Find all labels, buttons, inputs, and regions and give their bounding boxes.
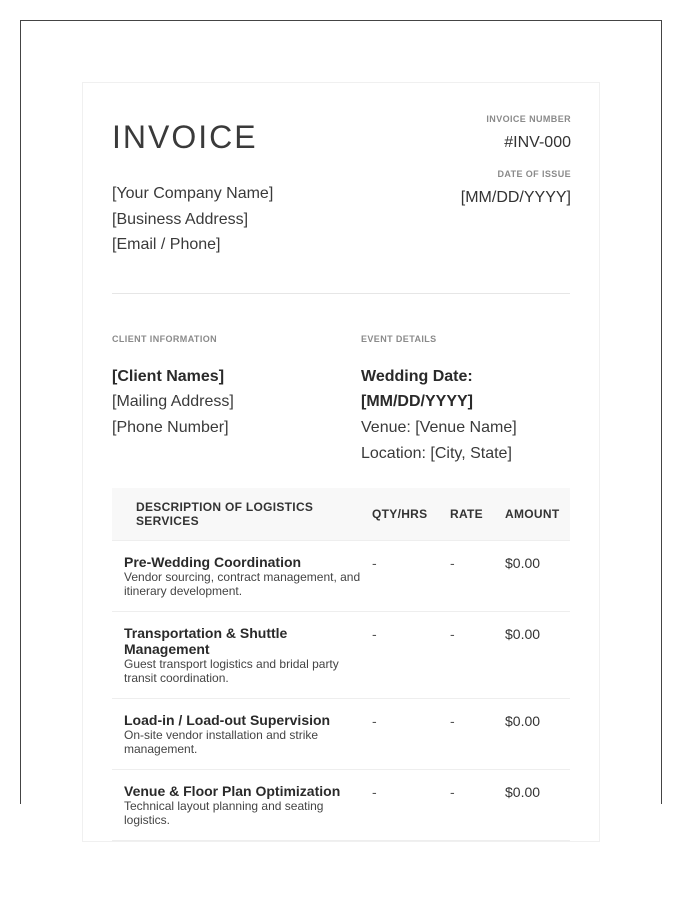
section-divider	[112, 293, 570, 294]
client-address: [Mailing Address]	[112, 393, 234, 411]
header-rate: RATE	[450, 488, 505, 541]
item-description: Guest transport logistics and bridal party transit coordination.	[124, 657, 339, 685]
table-row	[112, 612, 570, 699]
item-qty: -	[372, 612, 450, 699]
item-name: Pre-Wedding Coordination	[124, 554, 302, 570]
item-description-cell	[112, 612, 372, 699]
table-row	[112, 770, 570, 841]
item-qty: -	[372, 770, 450, 841]
item-amount: $0.00	[505, 699, 570, 770]
invoice-meta	[461, 114, 571, 207]
item-description-cell	[112, 770, 372, 841]
wedding-date-value: [MM/DD/YYYY]	[361, 393, 473, 411]
item-amount: $0.00	[505, 612, 570, 699]
item-description-cell	[112, 541, 372, 612]
table-row	[112, 699, 570, 770]
page-frame	[20, 20, 662, 827]
client-info	[112, 327, 234, 441]
event-location: Location: [City, State]	[361, 444, 512, 462]
item-name: Venue & Floor Plan Optimization	[124, 783, 341, 799]
item-description: On-site vendor installation and strike management.	[124, 728, 319, 756]
item-rate: -	[450, 612, 505, 699]
item-description: Vendor sourcing, contract management, and itinerary development.	[124, 570, 361, 598]
header-amount: AMOUNT	[505, 488, 570, 541]
item-description-cell	[112, 699, 372, 770]
wedding-date-label: Wedding Date:	[361, 367, 473, 385]
item-rate: -	[450, 699, 505, 770]
event-details	[361, 327, 517, 467]
header-qty: QTY/HRS	[372, 488, 450, 541]
item-rate: -	[450, 770, 505, 841]
issue-date-value: [MM/DD/YYYY]	[460, 189, 571, 206]
company-address: [Business Address]	[112, 210, 249, 228]
item-qty: -	[372, 699, 450, 770]
invoice-number-value: #INV-000	[504, 134, 571, 151]
item-rate: -	[450, 541, 505, 612]
item-name: Load-in / Load-out Supervision	[124, 712, 331, 728]
company-info	[112, 181, 273, 258]
table-row	[112, 541, 570, 612]
services-table	[112, 488, 570, 841]
table-header-row	[112, 488, 570, 541]
header-description: DESCRIPTION OF LOGISTICS SERVICES	[112, 488, 372, 541]
event-venue: Venue: [Venue Name]	[361, 419, 517, 437]
company-contact: [Email / Phone]	[112, 236, 221, 253]
client-names: [Client Names]	[112, 367, 225, 385]
item-name: Transportation & Shuttle Management	[124, 625, 288, 657]
issue-date-label: DATE OF ISSUE	[497, 169, 571, 179]
event-details-label: EVENT DETAILS	[361, 334, 437, 344]
invoice-title: INVOICE	[112, 119, 258, 155]
item-description: Technical layout planning and seating logistics.	[124, 799, 324, 827]
item-amount: $0.00	[505, 541, 570, 612]
invoice-number-label: INVOICE NUMBER	[486, 114, 571, 124]
client-info-label: CLIENT INFORMATION	[112, 334, 218, 344]
client-phone: [Phone Number]	[112, 419, 229, 437]
item-qty: -	[372, 541, 450, 612]
company-name: [Your Company Name]	[112, 185, 274, 202]
item-amount: $0.00	[505, 770, 570, 841]
